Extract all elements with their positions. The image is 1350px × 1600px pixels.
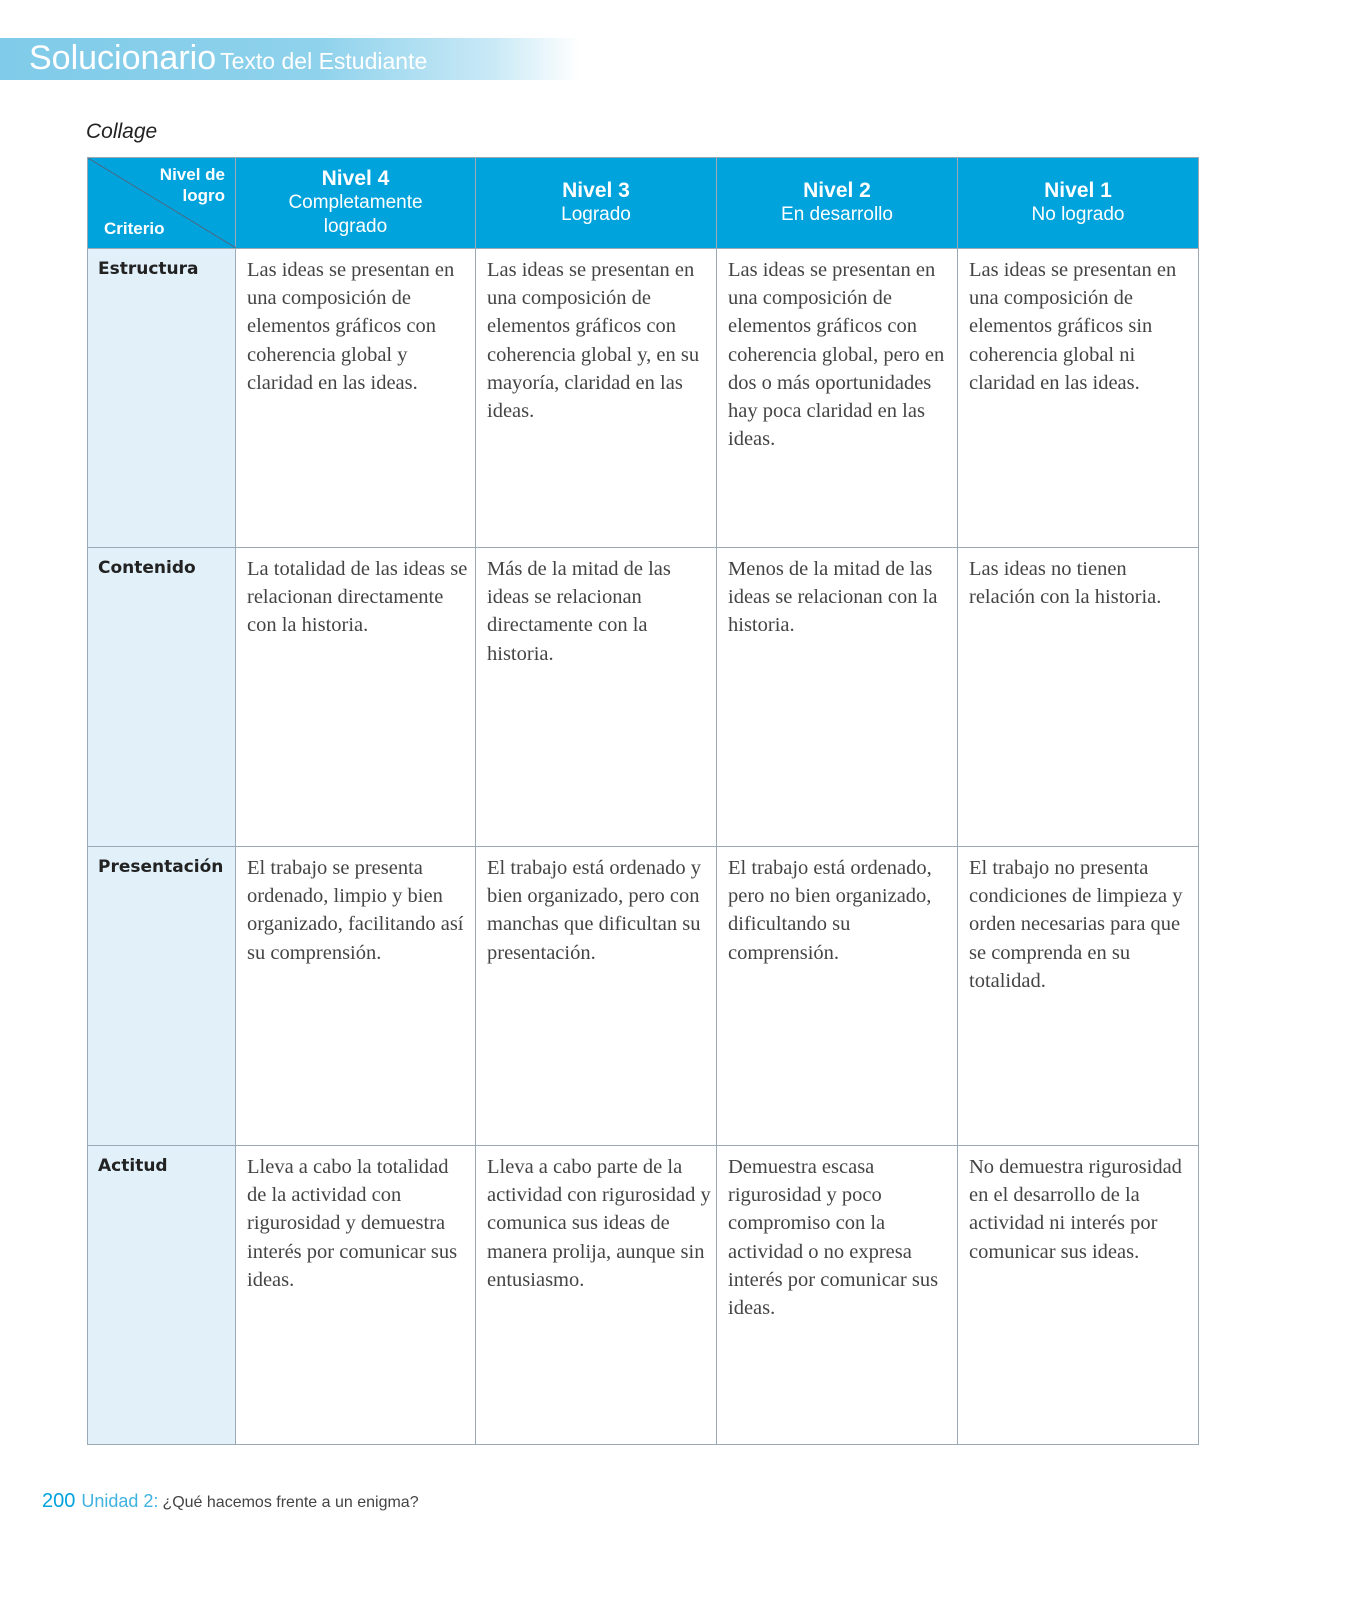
level-desc: Completamente logrado (288, 192, 423, 237)
table-row (88, 1146, 1199, 1445)
unit-title: ¿Qué hacemos frente a un enigma? (162, 1494, 419, 1511)
page-number: 200 (42, 1490, 76, 1512)
level-header (717, 158, 958, 249)
table-cell: El trabajo está ordenado y bien organizado, pero con manchas que dificultan su presentación. (476, 847, 717, 1146)
corner-label-criterion: Criterio (104, 219, 165, 238)
level-name: Nivel 4 (321, 167, 390, 190)
level-header (476, 158, 717, 249)
level-name: Nivel 2 (803, 179, 871, 202)
table-cell: Más de la mitad de las ideas se relacionan directamente con la historia. (476, 548, 717, 847)
criterion-cell: Presentación (88, 847, 236, 1146)
level-name: Nivel 3 (562, 179, 630, 202)
header-banner (0, 38, 580, 80)
table-cell: Las ideas se presentan en una composición de elementos gráficos sin coherencia global ni claridad en las ideas. (958, 249, 1199, 548)
level-header (958, 158, 1199, 249)
section-title: Collage (86, 120, 158, 143)
table-cell: El trabajo se presenta ordenado, limpio y bien organizado, facilitando así su comprensión. (236, 847, 476, 1146)
corner-header (88, 158, 236, 249)
table-cell: Las ideas no tienen relación con la historia. (958, 548, 1199, 847)
page-footer (42, 1490, 419, 1513)
table-cell: El trabajo no presenta condiciones de limpieza y orden necesarias para que se comprenda en su totalidad. (958, 847, 1199, 1146)
unit-label: Unidad 2: (81, 1491, 159, 1511)
header-title: Solucionario (29, 39, 217, 77)
table-row (88, 249, 1199, 548)
level-desc: No logrado (1031, 204, 1125, 225)
table-cell: Lleva a cabo la totalidad de la actividad con rigurosidad y demuestra interés por comunicar sus ideas. (236, 1146, 476, 1445)
table-header-row (88, 158, 1199, 249)
table-cell: Lleva a cabo parte de la actividad con rigurosidad y comunica sus ideas de manera prolija, aunque sin entusiasmo. (476, 1146, 717, 1445)
level-name: Nivel 1 (1044, 179, 1112, 202)
table-cell: El trabajo está ordenado, pero no bien organizado, dificultando su comprensión. (717, 847, 958, 1146)
criterion-cell: Actitud (88, 1146, 236, 1445)
criterion-cell: Contenido (88, 548, 236, 847)
table-row (88, 847, 1199, 1146)
level-desc: Logrado (561, 204, 631, 225)
table-cell: Demuestra escasa rigurosidad y poco compromiso con la actividad o no expresa interés por comunicar sus ideas. (717, 1146, 958, 1445)
table-cell: La totalidad de las ideas se relacionan directamente con la historia. (236, 548, 476, 847)
page-header-title (29, 39, 427, 78)
header-subtitle: Texto del Estudiante (220, 48, 428, 74)
table-cell: No demuestra rigurosidad en el desarrollo de la actividad ni interés por comunicar sus ideas. (958, 1146, 1199, 1445)
level-desc: En desarrollo (781, 204, 893, 225)
criterion-cell: Estructura (88, 249, 236, 548)
table-cell: Las ideas se presentan en una composición de elementos gráficos con coherencia global y claridad en las ideas. (236, 249, 476, 548)
rubric-table (87, 157, 1199, 1445)
table-cell: Menos de la mitad de las ideas se relacionan con la historia. (717, 548, 958, 847)
corner-label-level: Nivel de logro (159, 165, 225, 205)
level-header (236, 158, 476, 249)
table-row (88, 548, 1199, 847)
table-cell: Las ideas se presentan en una composición de elementos gráficos con coherencia global y, en su mayoría, claridad en las ideas. (476, 249, 717, 548)
table-cell: Las ideas se presentan en una composición de elementos gráficos con coherencia global, pero en dos o más oportunidades hay poca claridad en las ideas. (717, 249, 958, 548)
